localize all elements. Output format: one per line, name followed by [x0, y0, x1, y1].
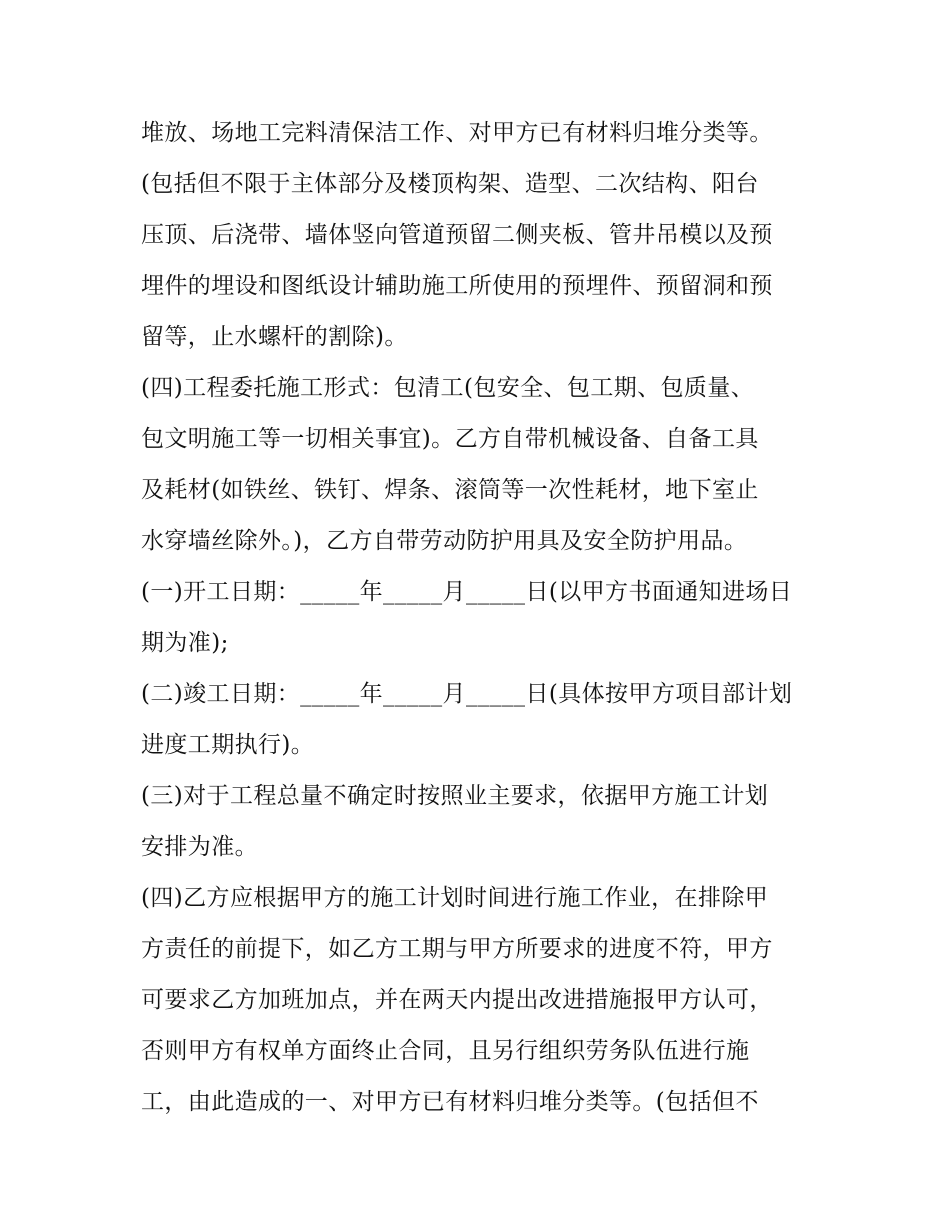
text-line: 进度工期执行)。 [141, 732, 315, 758]
text-line: 堆放、场地工完料清保洁工作、对甲方已有材料归堆分类等。 [141, 120, 773, 146]
text-line: 安排为准。 [141, 834, 258, 860]
text-line: 工，由此造成的一、对甲方已有材料归堆分类等。(包括但不 [141, 1089, 759, 1115]
text-line: 方责任的前提下，如乙方工期与甲方所要求的进度不符，甲方 [141, 936, 773, 962]
text-line: 及耗材(如铁丝、铁钉、焊条、滚筒等一次性耗材，地下室止 [141, 477, 759, 503]
text-line: 留等，止水螺杆的割除)。 [141, 324, 408, 350]
text-line: (四)工程委托施工形式：包清工(包安全、包工期、包质量、 [141, 375, 755, 401]
document-body [141, 108, 821, 1128]
text-line: (一)开工日期：_____年_____月_____日(以甲方书面通知进场日 [141, 579, 793, 605]
text-line: 水穿墙丝除外。)，乙方自带劳动防护用具及安全防护用品。 [141, 528, 748, 554]
text-line: (四)乙方应根据甲方的施工计划时间进行施工作业，在排除甲 [141, 885, 769, 911]
text-line: 埋件的埋设和图纸设计辅助施工所使用的预埋件、预留洞和预 [141, 273, 773, 299]
text-line: 期为准); [141, 630, 229, 656]
text-line: (二)竣工日期：_____年_____月_____日(具体按甲方项目部计划 [141, 681, 793, 707]
text-line: 否则甲方有权单方面终止合同，且另行组织劳务队伍进行施 [141, 1038, 750, 1064]
text-line: (三)对于工程总量不确定时按照业主要求，依据甲方施工计划 [141, 783, 769, 809]
text-line: 压顶、后浇带、墙体竖向管道预留二侧夹板、管井吊模以及预 [141, 222, 773, 248]
text-line: 可要求乙方加班加点，并在两天内提出改进措施报甲方认可， [141, 987, 773, 1013]
text-line: 包文明施工等一切相关事宜)。乙方自带机械设备、自备工具 [141, 426, 759, 452]
text-line: (包括但不限于主体部分及楼顶构架、造型、二次结构、阳台 [141, 171, 759, 197]
